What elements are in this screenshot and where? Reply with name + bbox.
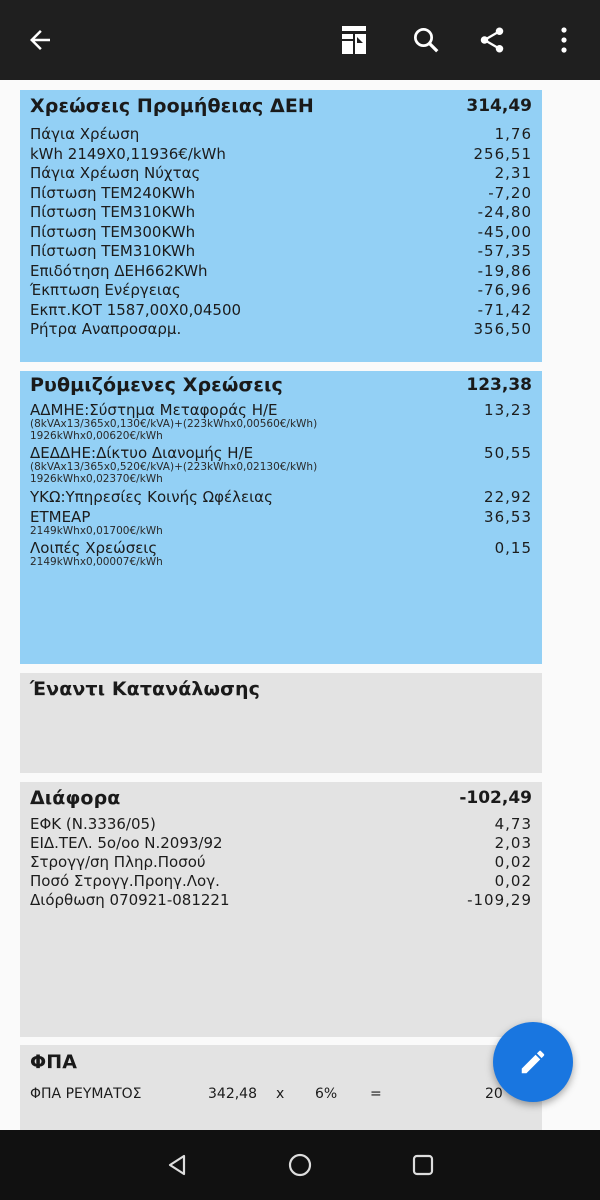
charge-label: ΔΕΔΔΗΕ:Δίκτυο Διανομής Η/Ε [30, 444, 254, 462]
charge-label: Λοιπές Χρεώσεις [30, 539, 158, 557]
consumption-section [20, 673, 542, 773]
charge-formula: (8kVAx13/365x0,520€/kVA)+(223kWhx0,02130€/kWh) [30, 461, 318, 473]
reading-mode-icon[interactable] [334, 20, 374, 60]
charge-value: -76,96 [477, 281, 532, 299]
charge-value: 0,02 [494, 853, 532, 871]
section-title: Έναντι Κατανάλωσης [30, 678, 261, 700]
edit-pencil-icon [518, 1047, 548, 1077]
charge-label: ΕΤΜΕΑΡ [30, 508, 91, 526]
charge-label: Ποσό Στρογγ.Προηγ.Λογ. [30, 872, 220, 890]
charge-label: Εκπτ.ΚΟΤ 1587,00Χ0,04500 [30, 300, 242, 319]
charge-formula: 1926kWhx0,02370€/kWh [30, 473, 163, 485]
supply-charges-section [20, 90, 542, 362]
vat-rate: 6% [315, 1086, 338, 1102]
charge-row [30, 301, 532, 320]
vat-section [20, 1045, 542, 1130]
vat-equals: = [370, 1086, 382, 1102]
charge-label: Πίστωση ΤΕΜ310KWh [30, 242, 196, 260]
charge-row [30, 281, 532, 300]
charge-value: 22,92 [484, 488, 532, 506]
vat-result: 20 [485, 1086, 503, 1102]
charge-value: -19,86 [477, 261, 532, 280]
charge-formula: 1926kWhx0,00620€/kWh [30, 430, 163, 442]
edit-button[interactable] [493, 1022, 573, 1102]
section-title: Χρεώσεις Προμήθειας ΔΕΗ [30, 95, 314, 117]
section-title: Ρυθμιζόμενες Χρεώσεις [30, 374, 283, 396]
charge-row [30, 320, 532, 339]
charge-value: -45,00 [477, 222, 532, 241]
charge-row [30, 184, 532, 203]
section-title: ΦΠΑ [30, 1051, 78, 1073]
charge-row [30, 125, 532, 144]
charge-label: ΕΦΚ (Ν.3336/05) [30, 815, 156, 833]
charge-label: ΥΚΩ:Υπηρεσίες Κοινής Ωφέλειας [30, 488, 273, 506]
more-vert-icon[interactable] [544, 20, 584, 60]
regulated-charges-section [20, 371, 542, 664]
charge-label: Επιδότηση ΔΕΗ662KWh [30, 261, 208, 280]
nav-back-icon[interactable] [162, 1150, 192, 1180]
charge-row [30, 223, 532, 242]
charge-value: 356,50 [473, 320, 532, 338]
charge-value: -57,35 [477, 242, 532, 260]
charge-formula: (8kVAx13/365x0,130€/kVA)+(223kWhx0,00560€/kWh) [30, 418, 318, 430]
charge-value: 50,55 [484, 444, 532, 462]
charge-row [30, 262, 532, 281]
charge-label: Πίστωση ΤΕΜ300KWh [30, 222, 196, 241]
charge-row [30, 853, 532, 872]
charge-row [30, 242, 532, 261]
section-title: Διάφορα [30, 787, 121, 809]
charge-row [30, 891, 532, 910]
charge-label: Πίστωση ΤΕΜ310KWh [30, 203, 196, 221]
document-page [0, 80, 600, 1130]
vat-label: ΦΠΑ ΡΕΥΜΑΤΟΣ [30, 1086, 142, 1102]
charge-value: 13,23 [484, 401, 532, 419]
system-nav-bar [0, 1130, 600, 1200]
arrow-back-icon[interactable] [20, 20, 60, 60]
section-total: 314,49 [466, 96, 532, 116]
share-icon[interactable] [472, 20, 512, 60]
charge-value: 0,15 [494, 539, 532, 557]
charge-value: 36,53 [484, 508, 532, 526]
charge-value: -24,80 [477, 203, 532, 221]
charge-label: Ρήτρα Αναπροσαρμ. [30, 320, 182, 338]
top-app-bar [0, 0, 600, 80]
charge-value: 1,76 [494, 125, 532, 143]
charge-label: ΕΙΔ.ΤΕΛ. 5ο/οο Ν.2093/92 [30, 834, 223, 852]
charge-label: ΑΔΜΗΕ:Σύστημα Μεταφοράς Η/Ε [30, 401, 278, 419]
charge-value: 4,73 [494, 815, 532, 833]
charge-value: 0,02 [494, 872, 532, 890]
charge-row [30, 834, 532, 853]
charge-label: Πάγια Χρέωση Νύχτας [30, 164, 201, 182]
charge-row [30, 145, 532, 164]
charge-label: Πίστωση ΤΕΜ240KWh [30, 183, 196, 202]
vat-times: x [276, 1086, 285, 1102]
nav-home-icon[interactable] [285, 1150, 315, 1180]
nav-recents-icon[interactable] [408, 1150, 438, 1180]
charge-label: Πάγια Χρέωση [30, 125, 140, 143]
charge-value: 2,31 [494, 164, 532, 182]
charge-label: Στρογγ/ση Πληρ.Ποσού [30, 853, 206, 871]
charge-value: 2,03 [494, 834, 532, 852]
charge-row [30, 488, 532, 507]
charge-row [30, 164, 532, 183]
charge-row [30, 872, 532, 891]
charge-row [30, 203, 532, 222]
charge-label: Έκπτωση Ενέργειας [30, 281, 181, 299]
section-total: -102,49 [459, 788, 532, 808]
charge-value: -7,20 [488, 183, 532, 202]
charge-value: -71,42 [477, 300, 532, 319]
charge-label: kWh 2149X0,11936€/kWh [30, 144, 226, 163]
charge-formula: 2149kWhx0,00007€/kWh [30, 556, 163, 568]
charge-value: 256,51 [473, 144, 532, 163]
misc-charges-section [20, 782, 542, 1037]
charge-formula: 2149kWhx0,01700€/kWh [30, 525, 163, 537]
vat-base: 342,48 [208, 1086, 257, 1102]
charge-value: -109,29 [467, 891, 532, 909]
section-total: 123,38 [466, 375, 532, 395]
charge-label: Διόρθωση 070921-081221 [30, 891, 230, 909]
search-icon[interactable] [406, 20, 446, 60]
charge-row [30, 815, 532, 834]
